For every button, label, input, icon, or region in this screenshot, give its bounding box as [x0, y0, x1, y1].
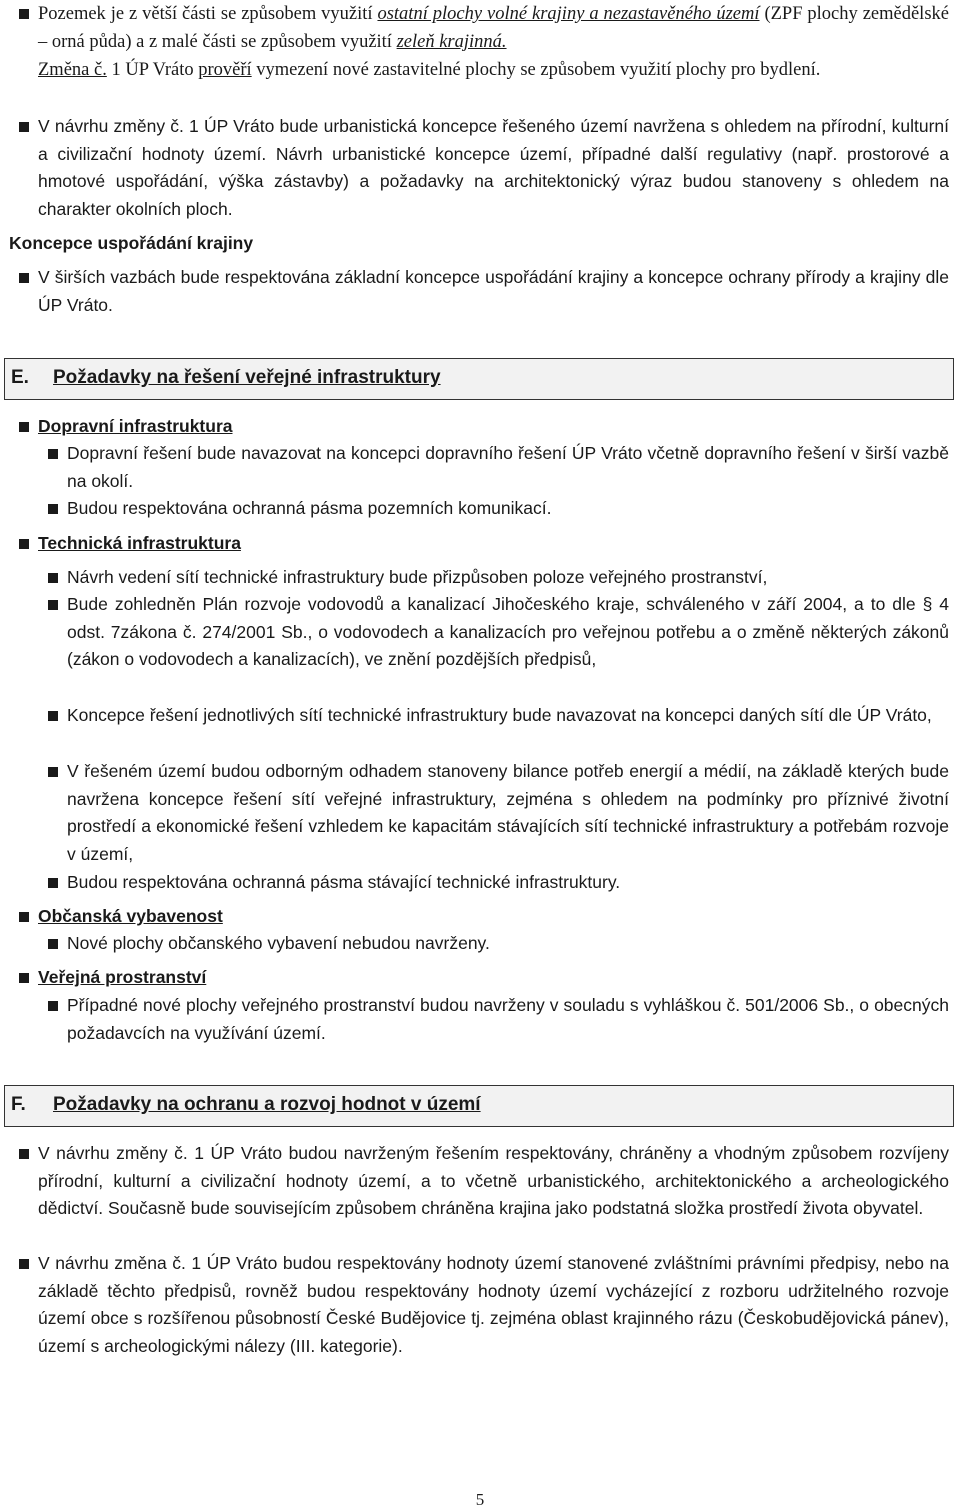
intro-item-1: [9, 0, 949, 84]
text-span: změny č. 1 ÚP Vráto: [113, 116, 275, 136]
land-use-term: zeleň krajinná.: [396, 32, 507, 52]
section-f-heading: [4, 1085, 954, 1127]
list-item-text: Dopravní řešení bude navazovat na koncepci dopravního řešení ÚP Vráto včetně dopravního řešení v širší vazbě na okolí.: [67, 443, 949, 491]
intro-item-2-text: [9, 113, 949, 223]
section-f-letter: F.: [11, 1094, 26, 1115]
technical-item-2: [9, 591, 949, 674]
list-item-text: V řešeném území budou odborným odhadem stanoveny bilance potřeb energií a médií, na základě kterých bude navržena koncepce řešení sítí veřejné infrastruktury, zejména s ohledem na podmínky pro příznivé životní prostředí a ekonomické řešení vzhledem ke kapacitám stávajících sítí technické infrastruktury a potřebám rozvoje v území,: [67, 761, 949, 864]
list-item-text: Nové plochy občanského vybavení nebudou navrženy.: [67, 933, 490, 953]
transport-section: [9, 413, 949, 441]
technical-item-4: [9, 758, 949, 868]
text-span: Změna č.: [38, 60, 107, 80]
bullet-icon: [19, 912, 29, 922]
bullet-icon: [48, 939, 58, 949]
text-span: (ZPF plochy zemědělské – orná půda) a z malé části se způsobem využití: [38, 4, 949, 52]
section-f-item-2: [9, 1250, 949, 1360]
intro-item-1-text: [9, 0, 949, 84]
bullet-icon: [48, 600, 58, 610]
intro-item-2: [9, 113, 949, 223]
list-item-text: V návrhu změna č. 1 ÚP Vráto budou respektovány hodnoty území stanovené zvláštními právními předpisy, nebo na základě těchto předpisů, rovněž budou respektovány hodnoty území vycházející z rozboru udržitelného rozvoje území obce s rozšířenou působností České Budějovice tj. zejména oblast krajinného rázu (Českobudějovická pánev), území s archeologickými nálezy (III. kategorie).: [38, 1253, 949, 1356]
civic-item-1: [9, 930, 949, 958]
technical-item-5: [9, 869, 949, 897]
bullet-icon: [19, 122, 29, 132]
list-item-text: V návrhu změny č. 1 ÚP Vráto budou navrženým řešením respektovány, chráněny a vhodným způsobem rozvíjeny přírodní, kulturní a civilizační hodnoty území, a to včetně urbanistického, architektonického a archeologického dědictví. Současně bude souvisejícím způsobem chráněna krajina jako podstatná složka prostředí života obyvatel.: [38, 1143, 949, 1218]
text-span: 1 ÚP Vráto: [106, 60, 199, 80]
list-item-text: Budou respektována ochranná pásma pozemních komunikací.: [67, 498, 552, 518]
bullet-icon: [19, 539, 29, 549]
transport-item-1: [9, 440, 949, 495]
transport-label: Dopravní infrastruktura: [38, 416, 233, 436]
bullet-icon: [19, 1149, 29, 1159]
list-item-text: Koncepce řešení jednotlivých sítí technické infrastruktury bude navazovat na koncepci daných sítí dle ÚP Vráto,: [67, 705, 932, 725]
bullet-icon: [48, 573, 58, 583]
technical-label: Technická infrastruktura: [38, 533, 241, 553]
text-span: prověří: [198, 60, 252, 80]
section-e-heading: [4, 358, 954, 400]
bullet-icon: [19, 1259, 29, 1269]
text-span: V návrhu: [38, 116, 114, 136]
page-number: 5: [475, 1490, 485, 1509]
bullet-icon: [19, 422, 29, 432]
land-use-term: ostatní plochy volné krajiny a nezastavěného území: [377, 4, 760, 24]
bullet-icon: [48, 711, 58, 721]
bullet-icon: [48, 767, 58, 777]
section-f-title: Požadavky na ochranu a rozvoj hodnot v území: [53, 1094, 481, 1115]
list-item-text: Návrh vedení sítí technické infrastruktury bude přizpůsoben poloze veřejného prostranství,: [67, 567, 768, 587]
text-span: vymezení nové zastavitelné plochy se způsobem využití plochy pro bydlení.: [251, 60, 821, 80]
transport-item-2: [9, 495, 949, 523]
section-f-item-1: [9, 1140, 949, 1223]
bullet-icon: [19, 273, 29, 283]
bullet-icon: [19, 9, 29, 19]
landscape-item: [9, 264, 949, 319]
list-item-text: Případné nové plochy veřejného prostranství budou navrženy v souladu s vyhláškou č. 501/2006 Sb., o obecných požadavcích na využívání území.: [67, 995, 949, 1043]
technical-item-3: [9, 702, 949, 730]
technical-item-1: [9, 564, 949, 592]
technical-section: [9, 530, 949, 558]
list-item-text: Bude zohledněn Plán rozvoje vodovodů a kanalizací Jihočeského kraje, schváleného v září 2004, a to dle § 4 odst. 7zákona č. 274/2001 Sb., o vodovodech a kanalizacích pro veřejnou potřebu a o změně některých zákonů (zákon o vodovodech a kanalizacích), ve znění pozdějších předpisů,: [67, 594, 949, 669]
public-space-item-1: [9, 992, 949, 1047]
bullet-icon: [19, 973, 29, 983]
landscape-item-text: V širších vazbách bude respektována základní koncepce uspořádání krajiny a koncepce ochrany přírody a krajiny dle ÚP Vráto.: [38, 267, 949, 315]
section-e-letter: E.: [11, 367, 29, 388]
public-space-section: [9, 964, 949, 992]
civic-section: [9, 903, 949, 931]
text-span: Pozemek je z větší části se způsobem využití: [38, 4, 378, 24]
text-span: bude urbanistická koncepce řešeného území navržena s ohledem na přírodní, kulturní a civilizační hodnoty území. Návrh urbanistické koncepce území, případné další regulativy (např. prostorové a hmotové uspořádání, výška zástavby) a požadavky na architektonický výraz budou stanoveny s ohledem na charakter okolních ploch.: [38, 116, 949, 219]
list-item-text: Budou respektována ochranná pásma stávající technické infrastruktury.: [67, 872, 621, 892]
bullet-icon: [48, 504, 58, 514]
landscape-heading: Koncepce uspořádání krajiny: [9, 233, 254, 253]
section-e-title: Požadavky na řešení veřejné infrastruktury: [53, 367, 441, 388]
public-space-label: Veřejná prostranství: [38, 967, 207, 987]
civic-label: Občanská vybavenost: [38, 906, 223, 926]
bullet-icon: [48, 449, 58, 459]
bullet-icon: [48, 878, 58, 888]
bullet-icon: [48, 1001, 58, 1011]
